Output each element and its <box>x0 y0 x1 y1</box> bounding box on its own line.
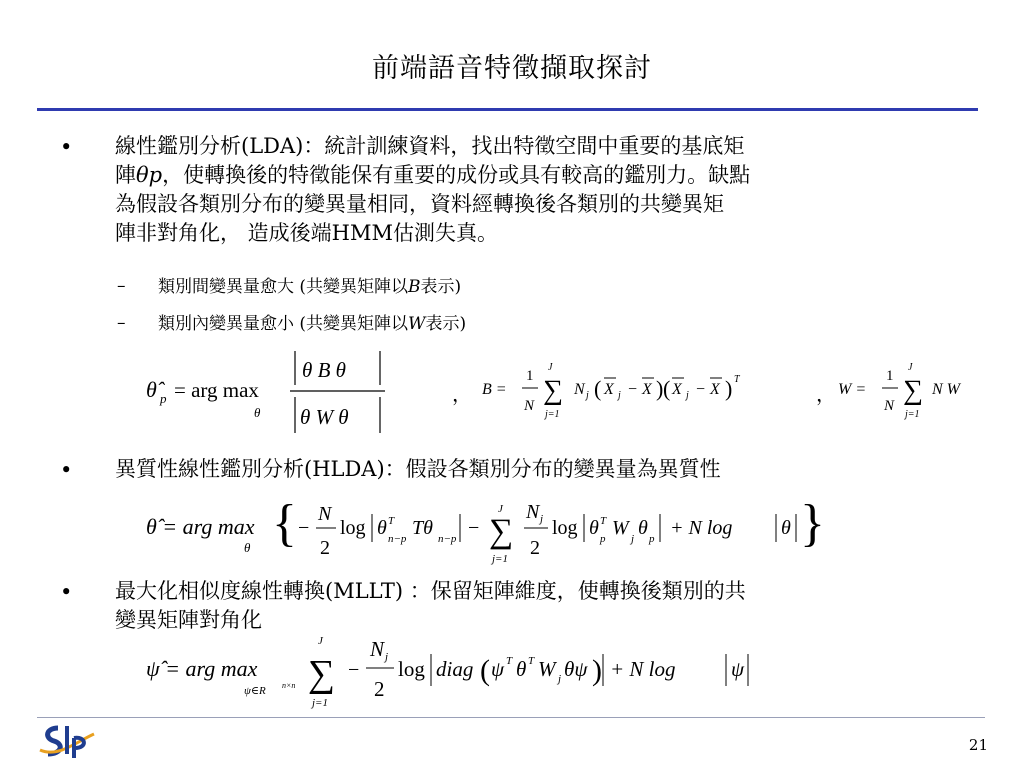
sub-p: p <box>600 533 606 545</box>
frac-nj: N <box>370 637 385 661</box>
frac-n: N <box>884 398 895 414</box>
eq-lhs-sub: p <box>160 391 167 406</box>
eq-under-sup: n×n <box>282 681 296 690</box>
bullet-hlda <box>115 455 721 484</box>
theta: θ <box>781 517 791 539</box>
paren-open: ( <box>480 654 490 687</box>
sum-lower: j=1 <box>492 553 508 565</box>
sum-upper: J <box>908 362 913 373</box>
theta: θ <box>516 657 527 681</box>
sup-t: T <box>506 655 513 667</box>
subitem-text: 類別間變異量愈大 (共變異矩陣以 <box>158 277 409 297</box>
psi: ψ <box>491 657 505 681</box>
frac-2: 2 <box>320 537 330 559</box>
xj-sub: j <box>618 390 621 401</box>
bullet-line: 變異矩陣對角化 <box>115 608 262 632</box>
theta-psi: θψ <box>564 657 588 681</box>
minus: − <box>696 381 706 398</box>
w-def: W = <box>838 381 867 398</box>
eq-lhs: θ̂ <box>146 377 157 402</box>
bullet-lda <box>115 132 750 248</box>
minus: − <box>298 517 310 539</box>
eq-argmax-sub: θ <box>254 405 261 420</box>
lda-objective-equation <box>140 345 400 440</box>
frac-nj: N <box>526 501 540 523</box>
frac-2: 2 <box>374 677 385 701</box>
sub-j: j <box>385 651 389 663</box>
eq-lhs: θ̂ = arg max <box>146 514 255 539</box>
frac-one: 1 <box>526 368 534 384</box>
frac-2: 2 <box>530 537 540 559</box>
w-body: N W <box>932 381 960 398</box>
footer-divider <box>37 717 985 718</box>
paren-open: ( <box>594 376 602 401</box>
within-class-scatter-equation <box>838 358 988 428</box>
page-number: 21 <box>968 736 988 754</box>
theta-p-symbol: θp <box>136 163 163 187</box>
brace-open: { <box>272 495 297 552</box>
minus: − <box>348 659 360 681</box>
xj-bar: X <box>604 381 614 398</box>
sub-j: j <box>540 513 544 525</box>
b-def: B = <box>482 381 507 398</box>
eq-denominator: θ W θ <box>300 405 349 429</box>
bullet-marker: • <box>60 135 73 159</box>
sub-j: j <box>631 533 635 545</box>
sum-lower: j=1 <box>312 697 328 709</box>
sub-p: p <box>649 533 655 545</box>
b-body: N <box>574 381 585 398</box>
frac-n: N <box>318 503 332 525</box>
brace-close: } <box>800 495 825 552</box>
frac-n: N <box>524 398 535 414</box>
eq-separator: ， <box>452 384 472 406</box>
hlda-objective-equation <box>140 490 860 570</box>
subitem-text: 表示) <box>420 277 462 297</box>
slide-title: 前端語音特徵擷取探討 <box>372 53 652 84</box>
eq-under: ψ∈R <box>244 685 266 697</box>
bullet-line: 異質性線性鑑別分析(HLDA)：假設各類別分布的變異量為異質性 <box>115 457 721 481</box>
subitem-between-class <box>158 275 461 299</box>
bullet-line: 線性鑑別分析(LDA)：統計訓練資料，找出特徵空間中重要的基底矩 <box>115 134 745 158</box>
bullet-mllt <box>115 577 746 635</box>
sub-j: j <box>558 673 562 685</box>
diag-fn: diag <box>436 657 474 681</box>
slp-logo <box>38 720 100 762</box>
sigma-icon: ∑ <box>308 653 336 695</box>
paren-close: ) <box>592 654 602 687</box>
paren-close: ) <box>656 376 664 401</box>
sub-np: n−p <box>438 533 457 545</box>
sigma-icon: ∑ <box>543 375 563 406</box>
sigma-icon: ∑ <box>903 375 923 406</box>
bullet-line-prefix: 陣 <box>115 163 136 187</box>
sum-lower: j=1 <box>545 409 560 420</box>
title-divider <box>37 108 978 111</box>
theta-t: θ <box>377 517 387 539</box>
subitem-text: 表示) <box>425 314 467 334</box>
x-bar: X <box>710 381 720 398</box>
subitem-within-class <box>158 312 466 336</box>
between-class-scatter-equation <box>482 358 782 428</box>
sum-upper: J <box>318 635 323 647</box>
bullet-line: 為假設各類別分布的變異量相同，資料經轉換後各類別的共變異矩 <box>115 192 724 216</box>
log: log <box>398 657 425 681</box>
theta: θ <box>638 517 648 539</box>
w-mat: W <box>612 517 629 539</box>
sum-upper: J <box>548 362 553 373</box>
log: log <box>340 517 366 539</box>
sum-upper: J <box>498 503 503 515</box>
bullet-marker: • <box>60 458 73 482</box>
mllt-objective-equation <box>140 630 800 712</box>
eq-under: θ <box>244 540 251 555</box>
x-bar: X <box>642 381 652 398</box>
subitem-text: 類別內變異量愈小 (共變異矩陣以 <box>158 314 409 334</box>
eq-lhs: ψ̂ = arg max <box>146 656 258 681</box>
minus: − <box>628 381 638 398</box>
sub-np: n−p <box>388 533 407 545</box>
bullet-line: 陣非對角化， 造成後端HMM估測失真。 <box>115 221 498 245</box>
frac-one: 1 <box>886 368 894 384</box>
minus: − <box>468 517 480 539</box>
xj-sub: j <box>686 390 689 401</box>
bullet-line <box>115 161 750 190</box>
subitem-symbol: B <box>408 277 421 297</box>
paren-open: ( <box>663 376 671 401</box>
t-mat: Tθ <box>412 517 433 539</box>
theta-t: θ <box>589 517 599 539</box>
bullet-marker: • <box>60 580 73 604</box>
psi: ψ <box>731 657 745 681</box>
eq-argmax: = arg max <box>174 378 259 402</box>
sigma-icon: ∑ <box>489 513 514 550</box>
subitem-symbol: W <box>408 314 426 334</box>
eq-separator: ， <box>816 384 836 406</box>
sum-lower: j=1 <box>905 409 920 420</box>
bullet-line: 最大化相似度線性轉換(MLLT) ：保留矩陣維度，使轉換後類別的共 <box>115 579 746 603</box>
eq-numerator: θ B θ <box>302 358 346 382</box>
xj-bar: X <box>672 381 682 398</box>
subitem-marker: – <box>117 276 126 296</box>
w-mat: W <box>538 657 556 681</box>
sup-t: T <box>528 655 535 667</box>
sup-t: T <box>600 515 607 527</box>
bullet-line-rest: ，使轉換後的特徵能保有重要的成份或具有較高的鑑別力。缺點 <box>162 163 751 187</box>
n-log-term: + N log <box>670 517 733 539</box>
subitem-marker: – <box>117 313 126 333</box>
paren-close: ) <box>725 376 733 401</box>
sup-t: T <box>388 515 395 527</box>
transpose: T <box>734 374 740 385</box>
b-sub-j: j <box>586 390 589 401</box>
n-log-term: + N log <box>610 657 676 681</box>
log: log <box>552 517 578 539</box>
